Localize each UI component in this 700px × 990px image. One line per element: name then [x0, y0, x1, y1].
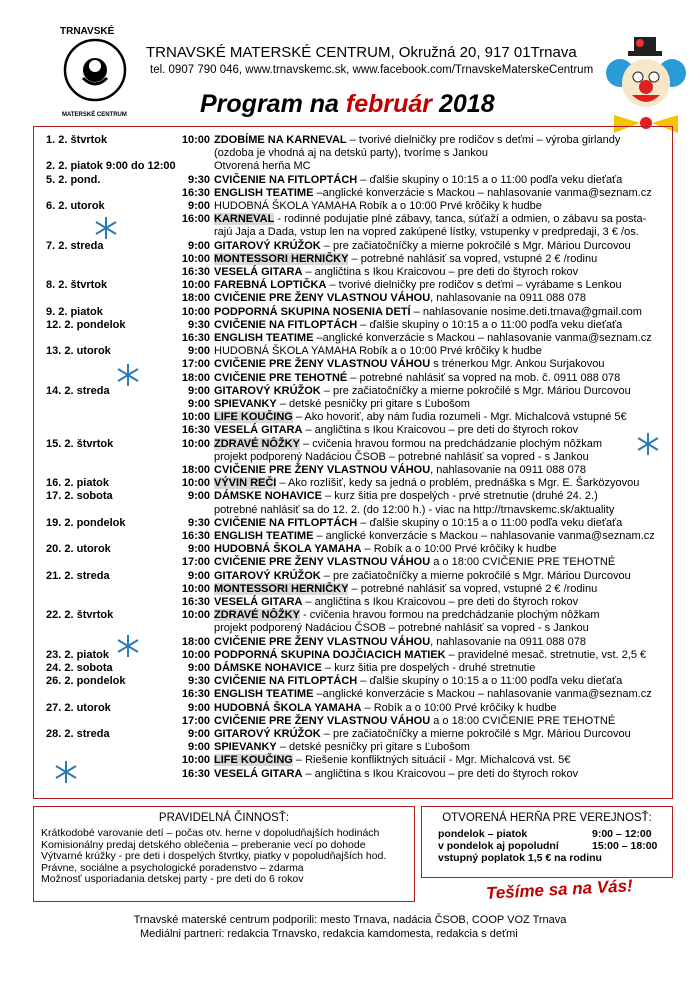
schedule-text: ZDOBÍME NA KARNEVAL – tvorivé dielničky pre rodičov s deťmi – výroba girlandy: [214, 134, 621, 146]
schedule-row: [34, 437, 674, 451]
schedule-text: HUDOBNÁ ŠKOLA YAMAHA – Robík a o 10:00 Prvé krôčiky k hudbe: [214, 543, 557, 556]
schedule-text: VESELÁ GITARA – angličtina s Ikou Kraicovou – pre deti do štyroch rokov: [214, 767, 579, 780]
snowflake-icon: [116, 634, 140, 658]
regular-title: PRAVIDELNÁ ČINNOSŤ:: [158, 812, 290, 824]
schedule-row: [34, 608, 674, 622]
schedule-box: [33, 126, 673, 799]
schedule-time: 16:30: [181, 767, 210, 780]
schedule-text: HUDOBNÁ ŠKOLA YAMAHA Robík a o 10:00 Prvé krôčiky k hudbe: [214, 200, 542, 212]
schedule-text: ZDRAVÉ NÔŽKY – cvičenia hravou formou na predchádzanie plochým nôžkam: [214, 437, 603, 450]
schedule-time: 10:00: [181, 305, 210, 318]
schedule-time: 9:00: [187, 569, 210, 582]
open-play-title: OTVORENÁ HERŇA PRE VEREJNOSŤ:: [442, 812, 652, 824]
open-play-r1-time: 9:00 – 12:00: [592, 828, 652, 840]
schedule-row: [34, 595, 674, 609]
schedule-text: VESELÁ GITARA – angličtina s Ikou Kraicovou – pre deti do štyroch rokov: [214, 596, 579, 608]
schedule-time: 9:00: [187, 345, 210, 358]
regular-line: Komisionálny predaj detského oblečenia – preberanie vecí po dohode: [41, 838, 366, 851]
schedule-text: CVIČENIE PRE ŽENY VLASTNOU VÁHOU a o 18:00 CVIČENIE PRE TEHOTNÉ: [214, 556, 616, 569]
schedule-row: [34, 252, 674, 266]
schedule-text: GITAROVÝ KRÚŽOK – pre začiatočníčky a mierne pokročilé s Mgr. Máriou Durcovou: [214, 569, 631, 582]
schedule-row: [34, 463, 674, 477]
schedule-time: 10:00: [181, 648, 210, 661]
clown-illustration: [600, 35, 692, 135]
schedule-text: GITAROVÝ KRÚŽOK – pre začiatočníčky a mierne pokročilé s Mgr. Máriou Durcovou: [214, 384, 631, 397]
schedule-row: [34, 569, 674, 583]
schedule-time: 16:30: [181, 688, 210, 701]
schedule-time: 10:00: [181, 437, 210, 450]
schedule-row: [34, 423, 674, 437]
schedule-text: MONTESSORI HERNIČKY – potrebné nahlásiť sa vopred, vstupné 2 € /rodinu: [214, 252, 598, 265]
schedule-text: Otvorená herňa MC: [214, 160, 311, 173]
schedule-time: 16:30: [181, 530, 210, 542]
schedule-date: 21. 2. streda: [46, 569, 110, 582]
schedule-row: [34, 727, 674, 741]
snowflake-icon: [636, 432, 660, 456]
schedule-text: ZDRAVÉ NÔŽKY - cvičenia hravou formou na predchádzanie plochým nôžkam: [214, 609, 600, 622]
open-play-r1-label: pondelok – piatok: [438, 828, 528, 840]
schedule-text: rajú Jaja a Dada, vstup len na vopred zakúpené lístky, vstupenky v predpredaji, 3 € /os.: [214, 226, 639, 239]
schedule-time: 10:00: [181, 134, 210, 146]
schedule-row: [34, 450, 674, 464]
schedule-time: 9:00: [187, 384, 210, 397]
regular-line: Krátkodobé varovanie detí – počas otv. herne v dopoludňajších hodinách: [41, 827, 380, 839]
schedule-row: [34, 529, 674, 543]
schedule-row: [34, 173, 674, 187]
schedule-text: LIFE KOUČING – Riešenie konfliktných situácií - Mgr. Michalcová vst. 5€: [214, 754, 571, 767]
schedule-date: 7. 2. streda: [46, 239, 104, 252]
regular-line: Výtvarné krúžky - pre deti i dospelých štvrtky, piatky v popoludňajších hod.: [41, 850, 387, 862]
schedule-text: SPIEVANKY – detské pesničky pri gitare s Ľubošom: [214, 398, 470, 410]
open-play-r2-label: v pondelok aj popoludní: [438, 840, 559, 852]
schedule-time: 10:00: [181, 411, 210, 424]
schedule-text: VESELÁ GITARA – angličtina s Ikou Kraicovou – pre deti do štyroch rokov: [214, 266, 579, 278]
schedule-date: 22. 2. štvrtok: [46, 609, 114, 622]
schedule-date: 13. 2. utorok: [46, 345, 111, 358]
schedule-date: 9. 2. piatok: [46, 305, 103, 318]
schedule-time: 9:00: [187, 543, 210, 556]
schedule-date: 8. 2. štvrtok: [46, 279, 108, 292]
schedule-row: [34, 397, 674, 411]
schedule-date: 23. 2. piatok: [46, 648, 109, 661]
schedule-time: 9:00: [187, 701, 210, 714]
schedule-text: KARNEVAL - rodinné podujatie plné zábavy, tanca, súťaží a odmien, o zábavu sa posta-: [214, 213, 647, 226]
schedule-time: 17:00: [181, 358, 210, 371]
schedule-date: 24. 2. sobota: [46, 662, 113, 674]
snowflake-icon: [94, 216, 118, 240]
schedule-row: [34, 582, 674, 596]
schedule-time: 9:00: [187, 741, 210, 754]
schedule-text: CVIČENIE PRE TEHOTNÉ – potrebné nahlásiť sa vopred na mob. č. 0911 088 078: [214, 371, 621, 384]
schedule-text: ENGLISH TEATIME – anglické konverzácie s Mackou – nahlasovanie vanma@seznam.cz: [214, 530, 655, 542]
program-title: [200, 90, 495, 119]
schedule-time: 17:00: [181, 714, 210, 727]
schedule-date: 5. 2. pond.: [46, 173, 101, 186]
logo: [55, 28, 135, 108]
schedule-text: PODPORNÁ SKUPINA DOJČIACICH MATIEK – pravidelné mesač. stretnutie, vst. 2,5 €: [214, 648, 647, 661]
schedule-text: CVIČENIE NA FITLOPTÁCH – ďalšie skupiny o 10:15 a o 11:00 podľa veku dieťaťa: [214, 173, 623, 186]
schedule-time: 10:00: [181, 609, 210, 622]
header-contact: tel. 0907 790 046, www.trnavskemc.sk, www.facebook.com/TrnavskeMaterskeCentrum: [150, 64, 594, 76]
schedule-date: 20. 2. utorok: [46, 543, 111, 556]
schedule-text: projekt podporený Nadáciou ČSOB – potrebné nahlásiť sa vopred - s Jankou: [214, 450, 589, 463]
schedule-date: 6. 2. utorok: [46, 200, 105, 212]
schedule-row: [34, 159, 674, 173]
open-play-r2-time: 15:00 – 18:00: [592, 840, 658, 852]
schedule-row: [34, 661, 674, 675]
schedule-row: [34, 687, 674, 701]
open-play-box: [421, 806, 673, 878]
schedule-text: ENGLISH TEATIME –anglické konverzácie s Mackou – nahlasovanie vanma@seznam.cz: [214, 332, 652, 344]
logo-text-bottom: MATERSKÉ CENTRUM: [62, 112, 127, 118]
schedule-date: 2. 2. piatok 9:00 do 12:00: [46, 160, 176, 173]
schedule-row: [34, 753, 674, 767]
schedule-time: 9:30: [187, 675, 210, 688]
schedule-row: [34, 278, 674, 292]
schedule-time: 18:00: [181, 635, 210, 648]
schedule-time: 9:30: [187, 516, 210, 529]
logo-text-top: TRNAVSKÉ: [60, 26, 115, 37]
schedule-time: 10:00: [181, 477, 210, 490]
schedule-text: ENGLISH TEATIME –anglické konverzácie s Mackou – nahlasovanie vanma@seznam.cz: [214, 688, 652, 701]
schedule-time: 18:00: [181, 292, 210, 305]
schedule-date: 15. 2. štvrtok: [46, 437, 114, 450]
schedule-text: FAREBNÁ LOPTIČKA – tvorivé dielničky pre rodičov s deťmi – vyrábame s Lenkou: [214, 279, 622, 292]
schedule-row: [34, 410, 674, 424]
schedule-row: [34, 331, 674, 345]
schedule-text: CVIČENIE PRE ŽENY VLASTNOU VÁHOU, nahlasovanie na 0911 088 078: [214, 635, 586, 648]
program-month: február: [345, 90, 433, 118]
schedule-text: GITAROVÝ KRÚŽOK – pre začiatočníčky a mierne pokročilé s Mgr. Máriou Durcovou: [214, 239, 631, 252]
schedule-text: HUDOBNÁ ŠKOLA YAMAHA Robík a o 10:00 Prvé krôčiky k hudbe: [214, 345, 542, 358]
schedule-date: 17. 2. sobota: [46, 490, 113, 503]
schedule-date: 12. 2. pondelok: [46, 318, 126, 331]
schedule-text: LIFE KOUČING – Ako hovoriť, aby nám ľudia rozumeli - Mgr. Michalcová vstupné 5€: [214, 411, 627, 424]
schedule-text: CVIČENIE NA FITLOPTÁCH – ďalšie skupiny o 10:15 a o 11:00 podľa veku dieťaťa: [214, 675, 623, 688]
schedule-text: DÁMSKE NOHAVICE – kurz šitia pre dospelých - prvé stretnutie (druhé 24. 2.): [214, 490, 598, 503]
schedule-text: MONTESSORI HERNIČKY – potrebné nahlásiť sa vopred, vstupné 2 € /rodinu: [214, 582, 598, 595]
schedule-date: 14. 2. streda: [46, 384, 110, 397]
schedule-time: 16:30: [181, 266, 210, 278]
schedule-text: VÝVIN REČI – Ako rozlíšiť, kedy sa jedná o problém, prednáška s Mgr. E. Šarközyovou: [214, 477, 640, 490]
schedule-text: CVIČENIE PRE ŽENY VLASTNOU VÁHOU s trénerkou Mgr. Ankou Surjakovou: [214, 358, 605, 371]
schedule-time: 10:00: [181, 754, 210, 767]
schedule-row: [34, 199, 674, 213]
schedule-time: 18:00: [181, 464, 210, 476]
schedule-time: 9:00: [187, 728, 210, 740]
schedule-date: 16. 2. piatok: [46, 477, 109, 490]
schedule-row: [34, 701, 674, 715]
schedule-text: potrebné nahlásiť sa do 12. 2. (do 12:00 h.) - viac na http://trnavskemc.sk/aktuality: [214, 503, 615, 516]
schedule-row: [34, 291, 674, 305]
schedule-text: CVIČENIE NA FITLOPTÁCH – ďalšie skupiny o 10:15 a o 11:00 podľa veku dieťaťa: [214, 516, 623, 529]
schedule-text: VESELÁ GITARA – angličtina s Ikou Kraicovou – pre deti do štyroch rokov: [214, 424, 579, 437]
open-play-fee: vstupný poplatok 1,5 € na rodinu: [438, 852, 602, 864]
schedule-time: 16:30: [181, 596, 210, 608]
schedule-text: (ozdoba je vhodná aj na detskú party), tvoríme s Jankou: [214, 147, 488, 160]
schedule-text: CVIČENIE PRE ŽENY VLASTNOU VÁHOU, nahlasovanie na 0911 088 078: [214, 292, 586, 305]
footer-media: Mediálni partneri: redakcia Trnavsko, redakcia kamdomesta, redakcia s deťmi: [140, 928, 518, 940]
schedule-time: 16:30: [181, 186, 210, 199]
schedule-time: 16:30: [181, 424, 210, 437]
schedule-row: [34, 674, 674, 688]
schedule-row: [34, 767, 674, 781]
schedule-row: [34, 516, 674, 530]
schedule-time: 9:30: [187, 318, 210, 331]
program-year: 2018: [438, 90, 495, 118]
schedule-date: 19. 2. pondelok: [46, 516, 126, 529]
schedule-date: 26. 2. pondelok: [46, 675, 126, 688]
schedule-row: [34, 212, 674, 226]
schedule-time: 17:00: [181, 556, 210, 569]
schedule-time: 9:30: [187, 173, 210, 186]
slogan: Tešíme sa na Vás!: [485, 876, 634, 903]
regular-line: Možnosť usporiadania detskej party - pre deti do 6 rokov: [41, 873, 304, 885]
schedule-time: 9:00: [187, 200, 210, 212]
schedule-time: 10:00: [181, 279, 210, 292]
schedule-row: [34, 186, 674, 200]
schedule-text: CVIČENIE PRE ŽENY VLASTNOU VÁHOU, nahlasovanie na 0911 088 078: [214, 464, 586, 476]
schedule-text: CVIČENIE PRE ŽENY VLASTNOU VÁHOU a o 18:00 CVIČENIE PRE TEHOTNÉ: [214, 714, 616, 727]
footer-sponsors: Trnavské materské centrum podporili: mesto Trnava, nadácia ČSOB, COOP VOZ Trnava: [133, 914, 567, 926]
schedule-row: [34, 740, 674, 754]
schedule-text: GITAROVÝ KRÚŽOK – pre začiatočníčky a mierne pokročilé s Mgr. Máriou Durcovou: [214, 728, 631, 740]
schedule-text: SPIEVANKY – detské pesničky pri gitare s Ľubošom: [214, 741, 470, 754]
program-prefix: Program na: [200, 90, 339, 118]
schedule-text: HUDOBNÁ ŠKOLA YAMAHA – Robík a o 10:00 Prvé krôčiky k hudbe: [214, 701, 557, 714]
snowflake-icon: [54, 760, 78, 784]
schedule-time: 9:00: [187, 239, 210, 252]
snowflake-icon: [116, 363, 140, 387]
schedule-text: CVIČENIE NA FITLOPTÁCH – ďalšie skupiny o 10:15 a o 11:00 podľa veku dieťaťa: [214, 318, 623, 331]
schedule-row: [34, 714, 674, 728]
schedule-text: projekt podporený Nadáciou ČSOB – potrebné nahlásiť sa vopred - s Jankou: [214, 622, 589, 635]
schedule-row: [34, 542, 674, 556]
schedule-row: [34, 239, 674, 253]
schedule-text: PODPORNÁ SKUPINA NOSENIA DETÍ – nahlasovanie nosime.deti.trnava@gmail.com: [214, 305, 642, 318]
regular-line: Právne, sociálne a psychologické poradenstvo – zdarma: [41, 861, 304, 874]
header-title: TRNAVSKÉ MATERSKÉ CENTRUM, Okružná 20, 917 01Trnava: [146, 44, 577, 61]
schedule-row: [34, 503, 674, 517]
schedule-date: 27. 2. utorok: [46, 701, 111, 714]
schedule-row: [34, 476, 674, 490]
schedule-row: [34, 555, 674, 569]
schedule-row: [34, 489, 674, 503]
schedule-text: DÁMSKE NOHAVICE – kurz šitia pre dospelých - druhé stretnutie: [214, 662, 536, 674]
schedule-row: [34, 225, 674, 239]
schedule-row: [34, 344, 674, 358]
schedule-date: 1. 2. štvrtok: [46, 134, 108, 146]
schedule-time: 18:00: [181, 371, 210, 384]
schedule-date: 28. 2. streda: [46, 728, 110, 740]
schedule-time: 9:00: [187, 398, 210, 410]
schedule-time: 10:00: [181, 252, 210, 265]
schedule-row: [34, 133, 674, 147]
regular-activities-box: [33, 806, 415, 902]
schedule-text: ENGLISH TEATIME –anglické konverzácie s Mackou – nahlasovanie vanma@seznam.cz: [214, 186, 652, 199]
schedule-row: [34, 146, 674, 160]
schedule-time: 10:00: [181, 582, 210, 595]
schedule-row: [34, 265, 674, 279]
schedule-time: 16:30: [181, 332, 210, 344]
schedule-row: [34, 318, 674, 332]
schedule-time: 16:00: [181, 213, 210, 226]
schedule-row: [34, 305, 674, 319]
schedule-time: 9:00: [187, 662, 210, 674]
schedule-time: 9:00: [187, 490, 210, 503]
